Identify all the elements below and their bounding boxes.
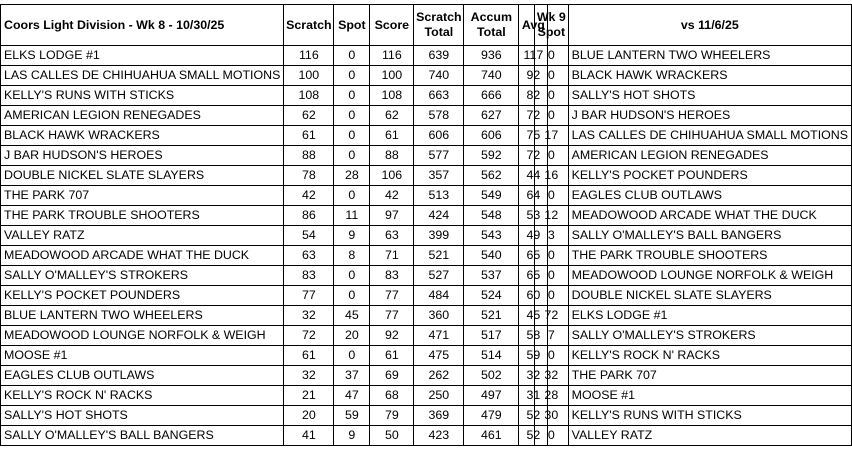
score-cell: 106 <box>370 166 414 186</box>
scratch-cell: 88 <box>284 146 334 166</box>
team-name: MEADOWOOD LOUNGE NORFOLK & WEIGH <box>1 326 284 346</box>
table-row <box>1 386 548 406</box>
table-row <box>535 46 852 66</box>
scratch-total-cell: 606 <box>414 126 464 146</box>
team-name: MEADOWOOD ARCADE WHAT THE DUCK <box>1 246 284 266</box>
table-row <box>535 386 852 406</box>
avg-cell: 65 <box>519 246 548 266</box>
avg-cell: 53 <box>519 206 548 226</box>
opponent-name: ELKS LODGE #1 <box>568 306 851 326</box>
wk9-spot-cell: 0 <box>535 246 569 266</box>
table-row <box>1 226 548 246</box>
accum-total-cell: 497 <box>464 386 519 406</box>
wk9-spot-cell: 0 <box>535 346 569 366</box>
accum-total-cell: 502 <box>464 366 519 386</box>
team-name: J BAR HUDSON'S HEROES <box>1 146 284 166</box>
avg-cell: 92 <box>519 66 548 86</box>
avg-cell: 75 <box>519 126 548 146</box>
table-row <box>1 306 548 326</box>
score-cell: 108 <box>370 86 414 106</box>
avg-cell: 32 <box>519 366 548 386</box>
team-name: BLACK HAWK WRACKERS <box>1 126 284 146</box>
table-row <box>1 126 548 146</box>
scratch-total-cell: 250 <box>414 386 464 406</box>
spot-cell: 20 <box>334 326 370 346</box>
opponent-name: VALLEY RATZ <box>568 426 851 446</box>
spot-cell: 0 <box>334 346 370 366</box>
scratch-cell: 41 <box>284 426 334 446</box>
accum-total-header <box>464 5 519 46</box>
table-row <box>535 66 852 86</box>
table-row <box>1 246 548 266</box>
wk9-spot-cell: 0 <box>535 106 569 126</box>
opponent-name: SALLY'S HOT SHOTS <box>568 86 851 106</box>
avg-cell: 60 <box>519 286 548 306</box>
avg-cell: 44 <box>519 166 548 186</box>
standings-header-row <box>1 5 548 46</box>
spot-cell: 37 <box>334 366 370 386</box>
scratch-cell: 61 <box>284 346 334 366</box>
scratch-cell: 32 <box>284 306 334 326</box>
table-row <box>1 286 548 306</box>
scratch-total-cell: 527 <box>414 266 464 286</box>
wk9-spot-cell: 12 <box>535 206 569 226</box>
avg-cell: 82 <box>519 86 548 106</box>
table-row <box>1 326 548 346</box>
team-name: KELLY'S ROCK N' RACKS <box>1 386 284 406</box>
scratch-cell: 108 <box>284 86 334 106</box>
table-row <box>1 106 548 126</box>
scratch-total-header-line2: Total <box>424 25 454 39</box>
scratch-total-cell: 577 <box>414 146 464 166</box>
spot-cell: 59 <box>334 406 370 426</box>
wk9-spot-cell: 3 <box>535 226 569 246</box>
accum-total-header-line2: Total <box>477 25 506 39</box>
team-name: LAS CALLES DE CHIHUAHUA SMALL MOTIONS <box>1 66 284 86</box>
score-cell: 97 <box>370 206 414 226</box>
avg-cell: 59 <box>519 346 548 366</box>
accum-total-cell: 514 <box>464 346 519 366</box>
opponent-name: BLACK HAWK WRACKERS <box>568 66 851 86</box>
scratch-total-cell: 369 <box>414 406 464 426</box>
table-row <box>535 266 852 286</box>
accum-total-cell: 592 <box>464 146 519 166</box>
scratch-total-cell: 424 <box>414 206 464 226</box>
accum-total-cell: 543 <box>464 226 519 246</box>
accum-total-cell: 606 <box>464 126 519 146</box>
table-row <box>1 426 548 446</box>
scratch-total-cell: 639 <box>414 46 464 66</box>
opponent-name: KELLY'S ROCK N' RACKS <box>568 346 851 366</box>
matchups-table <box>534 4 852 446</box>
opponent-name: THE PARK 707 <box>568 366 851 386</box>
spot-cell: 0 <box>334 86 370 106</box>
scratch-total-header-line1: Scratch <box>416 10 462 24</box>
scratch-header: Scratch <box>284 5 334 46</box>
opponent-name: KELLY'S RUNS WITH STICKS <box>568 406 851 426</box>
accum-total-cell: 537 <box>464 266 519 286</box>
team-name: DOUBLE NICKEL SLATE SLAYERS <box>1 166 284 186</box>
scratch-total-cell: 471 <box>414 326 464 346</box>
spot-cell: 9 <box>334 226 370 246</box>
avg-cell: 52 <box>519 426 548 446</box>
spot-cell: 11 <box>334 206 370 226</box>
spot-cell: 45 <box>334 306 370 326</box>
table-row <box>535 326 852 346</box>
table-row <box>535 246 852 266</box>
table-row <box>535 126 852 146</box>
score-cell: 71 <box>370 246 414 266</box>
table-row <box>535 406 852 426</box>
score-cell: 83 <box>370 266 414 286</box>
accum-total-cell: 540 <box>464 246 519 266</box>
table-row <box>1 206 548 226</box>
table-row <box>535 146 852 166</box>
scratch-total-cell: 357 <box>414 166 464 186</box>
accum-total-cell: 524 <box>464 286 519 306</box>
table-row <box>1 166 548 186</box>
accum-total-cell: 548 <box>464 206 519 226</box>
score-cell: 68 <box>370 386 414 406</box>
avg-cell: 45 <box>519 306 548 326</box>
team-name: MOOSE #1 <box>1 346 284 366</box>
score-cell: 77 <box>370 306 414 326</box>
table-row <box>535 286 852 306</box>
avg-cell: 72 <box>519 106 548 126</box>
avg-cell: 58 <box>519 326 548 346</box>
team-name: KELLY'S POCKET POUNDERS <box>1 286 284 306</box>
scratch-cell: 61 <box>284 126 334 146</box>
accum-total-cell: 521 <box>464 306 519 326</box>
spot-cell: 0 <box>334 126 370 146</box>
accum-total-cell: 740 <box>464 66 519 86</box>
avg-cell: 72 <box>519 146 548 166</box>
wk9-spot-cell: 0 <box>535 86 569 106</box>
team-name: THE PARK 707 <box>1 186 284 206</box>
wk9-spot-cell: 0 <box>535 146 569 166</box>
wk9-spot-header-line2: Spot <box>537 25 566 39</box>
score-cell: 42 <box>370 186 414 206</box>
accum-total-cell: 549 <box>464 186 519 206</box>
scratch-total-cell: 360 <box>414 306 464 326</box>
wk9-spot-cell: 28 <box>535 386 569 406</box>
table-row <box>535 426 852 446</box>
scratch-total-header <box>414 5 464 46</box>
wk9-spot-cell: 72 <box>535 306 569 326</box>
opponent-name: SALLY O'MALLEY'S BALL BANGERS <box>568 226 851 246</box>
team-name: SALLY O'MALLEY'S BALL BANGERS <box>1 426 284 446</box>
spot-cell: 28 <box>334 166 370 186</box>
table-row <box>1 66 548 86</box>
scratch-total-cell: 475 <box>414 346 464 366</box>
spot-cell: 8 <box>334 246 370 266</box>
team-name: VALLEY RATZ <box>1 226 284 246</box>
team-name: SALLY O'MALLEY'S STROKERS <box>1 266 284 286</box>
wk9-spot-cell: 16 <box>535 166 569 186</box>
wk9-spot-cell: 0 <box>535 46 569 66</box>
scratch-cell: 63 <box>284 246 334 266</box>
table-row <box>1 366 548 386</box>
wk9-spot-header-line1: Wk 9 <box>536 10 566 24</box>
opponent-name: J BAR HUDSON'S HEROES <box>568 106 851 126</box>
avg-cell: 64 <box>519 186 548 206</box>
team-name: ELKS LODGE #1 <box>1 46 284 66</box>
scratch-total-cell: 262 <box>414 366 464 386</box>
scratch-cell: 21 <box>284 386 334 406</box>
scratch-cell: 86 <box>284 206 334 226</box>
wk9-spot-cell: 32 <box>535 366 569 386</box>
table-row <box>535 206 852 226</box>
table-row <box>535 366 852 386</box>
wk9-spot-cell: 0 <box>535 426 569 446</box>
scratch-cell: 20 <box>284 406 334 426</box>
score-cell: 77 <box>370 286 414 306</box>
scratch-cell: 32 <box>284 366 334 386</box>
scratch-cell: 54 <box>284 226 334 246</box>
score-cell: 63 <box>370 226 414 246</box>
opponent-name: MEADOWOOD LOUNGE NORFOLK & WEIGH <box>568 266 851 286</box>
opponent-name: EAGLES CLUB OUTLAWS <box>568 186 851 206</box>
matchups-header-row <box>535 5 852 46</box>
opponent-name: DOUBLE NICKEL SLATE SLAYERS <box>568 286 851 306</box>
spot-cell: 0 <box>334 46 370 66</box>
table-row <box>1 146 548 166</box>
spot-cell: 9 <box>334 426 370 446</box>
accum-total-cell: 936 <box>464 46 519 66</box>
scratch-total-cell: 484 <box>414 286 464 306</box>
spot-cell: 0 <box>334 266 370 286</box>
scratch-cell: 42 <box>284 186 334 206</box>
avg-header: Avg <box>519 5 548 46</box>
score-header: Score <box>370 5 414 46</box>
team-name: KELLY'S RUNS WITH STICKS <box>1 86 284 106</box>
wk9-spot-header <box>535 5 569 46</box>
score-cell: 79 <box>370 406 414 426</box>
scratch-total-cell: 740 <box>414 66 464 86</box>
scratch-cell: 83 <box>284 266 334 286</box>
opponent-name: SALLY O'MALLEY'S STROKERS <box>568 326 851 346</box>
table-row <box>535 86 852 106</box>
wk9-spot-cell: 0 <box>535 286 569 306</box>
opponent-name: THE PARK TROUBLE SHOOTERS <box>568 246 851 266</box>
opponent-name: AMERICAN LEGION RENEGADES <box>568 146 851 166</box>
score-cell: 62 <box>370 106 414 126</box>
accum-total-cell: 479 <box>464 406 519 426</box>
table-row <box>1 266 548 286</box>
avg-cell: 31 <box>519 386 548 406</box>
accum-total-cell: 517 <box>464 326 519 346</box>
scratch-cell: 77 <box>284 286 334 306</box>
spot-cell: 0 <box>334 146 370 166</box>
spot-cell: 0 <box>334 186 370 206</box>
scratch-cell: 116 <box>284 46 334 66</box>
scratch-total-cell: 513 <box>414 186 464 206</box>
team-name: BLUE LANTERN TWO WHEELERS <box>1 306 284 326</box>
table-row <box>1 406 548 426</box>
score-cell: 50 <box>370 426 414 446</box>
team-name: AMERICAN LEGION RENEGADES <box>1 106 284 126</box>
score-cell: 61 <box>370 346 414 366</box>
spot-cell: 0 <box>334 66 370 86</box>
accum-total-cell: 562 <box>464 166 519 186</box>
matchups-body <box>535 46 852 446</box>
table-row <box>1 186 548 206</box>
opponent-name: KELLY'S POCKET POUNDERS <box>568 166 851 186</box>
score-cell: 88 <box>370 146 414 166</box>
avg-cell: 117 <box>519 46 548 66</box>
opponent-name: MOOSE #1 <box>568 386 851 406</box>
scratch-total-cell: 399 <box>414 226 464 246</box>
scratch-total-cell: 578 <box>414 106 464 126</box>
wk9-spot-cell: 0 <box>535 266 569 286</box>
table-row <box>535 106 852 126</box>
scratch-cell: 72 <box>284 326 334 346</box>
division-title: Coors Light Division - Wk 8 - 10/30/25 <box>1 5 284 46</box>
accum-total-cell: 461 <box>464 426 519 446</box>
scratch-cell: 78 <box>284 166 334 186</box>
scratch-cell: 62 <box>284 106 334 126</box>
standings-body <box>1 46 548 446</box>
opponent-name: LAS CALLES DE CHIHUAHUA SMALL MOTIONS <box>568 126 851 146</box>
accum-total-cell: 666 <box>464 86 519 106</box>
standings-table <box>0 4 548 446</box>
table-row <box>535 186 852 206</box>
opponent-name: BLUE LANTERN TWO WHEELERS <box>568 46 851 66</box>
wk9-spot-cell: 30 <box>535 406 569 426</box>
avg-cell: 65 <box>519 266 548 286</box>
table-row <box>535 346 852 366</box>
spot-cell: 47 <box>334 386 370 406</box>
score-cell: 116 <box>370 46 414 66</box>
accum-total-header-line1: Accum <box>470 10 512 24</box>
team-name: EAGLES CLUB OUTLAWS <box>1 366 284 386</box>
spot-header: Spot <box>334 5 370 46</box>
score-cell: 92 <box>370 326 414 346</box>
scratch-cell: 100 <box>284 66 334 86</box>
scratch-total-cell: 663 <box>414 86 464 106</box>
wk9-spot-cell: 7 <box>535 326 569 346</box>
wk9-spot-cell: 0 <box>535 66 569 86</box>
accum-total-cell: 627 <box>464 106 519 126</box>
scratch-total-cell: 521 <box>414 246 464 266</box>
spot-cell: 0 <box>334 106 370 126</box>
score-cell: 61 <box>370 126 414 146</box>
avg-cell: 49 <box>519 226 548 246</box>
table-row <box>1 346 548 366</box>
avg-cell: 52 <box>519 406 548 426</box>
table-row <box>535 166 852 186</box>
table-row <box>1 86 548 106</box>
wk9-spot-cell: 0 <box>535 186 569 206</box>
team-name: SALLY'S HOT SHOTS <box>1 406 284 426</box>
score-cell: 100 <box>370 66 414 86</box>
score-cell: 69 <box>370 366 414 386</box>
scratch-total-cell: 423 <box>414 426 464 446</box>
wk9-spot-cell: 17 <box>535 126 569 146</box>
table-row <box>535 306 852 326</box>
spot-cell: 0 <box>334 286 370 306</box>
opponent-name: MEADOWOOD ARCADE WHAT THE DUCK <box>568 206 851 226</box>
vs-date-header: vs 11/6/25 <box>568 5 851 46</box>
table-row <box>535 226 852 246</box>
team-name: THE PARK TROUBLE SHOOTERS <box>1 206 284 226</box>
table-row <box>1 46 548 66</box>
